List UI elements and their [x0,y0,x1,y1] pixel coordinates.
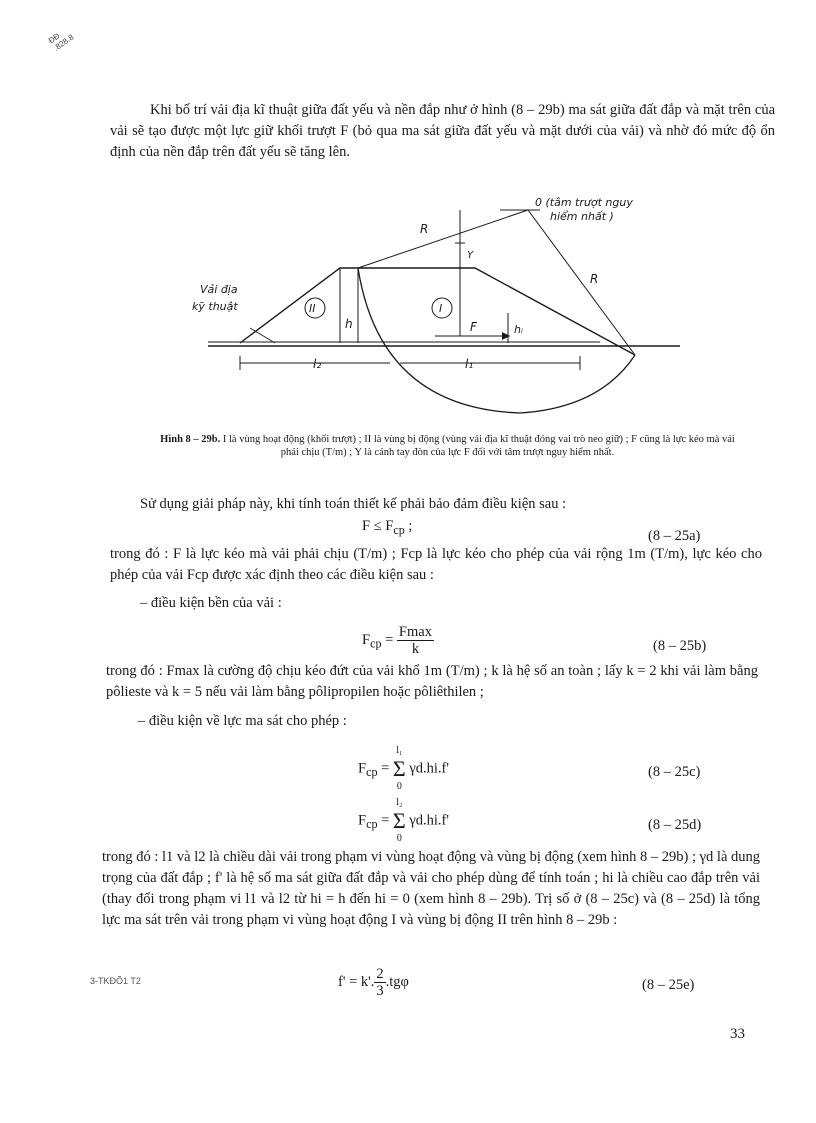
equation-25d: $F_{cp}$ = l₂ Σ 0 γd.hi.f' [358,797,449,844]
label-f: F [470,320,477,334]
label-fabric-1: Vải địa [200,283,238,296]
paragraph-definitions-3: trong đó : l1 và l2 là chiều dài vải trong phạm vi vùng hoạt động và vùng bị động (xem hình 8 – 29b) ; γd là dung trọng của đất đắp ; f' là hệ số ma sát giữa đất đắp và vải cho phép dùng để tính toán ; hi là chiều cao đắp trên vải (thay đổi trong phạm vi l1 và l2 từ hi = h đến hi = 0 (xem hình 8 – 29b). Trị số ở (8 – 25c) và (8 – 25d) là tổng lực ma sát trên vải trong phạm vi vùng hoạt động I và vùng bị động II trên hình 8 – 29b : [102,849,761,928]
equation-25c: $F_{cp}$ = l₁ Σ 0 γd.hi.f' [358,745,449,792]
equation-25e-number: (8 – 25e) [642,977,695,993]
footer-code: 3-TKĐÕ1 T2 [90,976,141,986]
equation-25c-number: (8 – 25c) [648,764,701,780]
paragraph-definitions-1: trong đó : F là lực kéo mà vải phải chịu (T/m) ; Fcp là lực kéo cho phép của vải rộng 1m (T/m), lực kéo cho phép của vải Fcp được xác định theo các điều kiện sau : [110,546,762,583]
label-hi: hᵢ [514,323,523,336]
paragraph-definitions-2: trong đó : Fmax là cường độ chịu kéo đứt của vải khổ 1m (T/m) ; k là hệ số an toàn ; lấy k = 2 khi vải làm bằng pôlieste và k = 5 nếu vải làm bằng pôlipropilen hoặc pôliêthilen ; [106,663,758,700]
label-fabric-2: kỹ thuật [192,300,238,313]
corner-stamp: ĐĐ .828.8 [46,31,76,53]
figure-8-29b [180,188,700,418]
label-o: 0 (tâm trượt nguy [535,196,633,209]
equation-25e: f' = k'. $\frac{2}{3}$ .tgφ [338,966,409,999]
intro-paragraph: Khi bố trí vải địa kĩ thuật giữa đất yếu và nền đắp như ở hình (8 – 29b) ma sát giữa đất đắp và mặt trên của vải sẽ tạo được một lực giữ khối trượt F (bỏ qua ma sát giữa đất yếu và mặt dưới của vải) và nhờ đó mức độ ổn định của nền đắp trên đất yếu sẽ tăng lên. [110,102,775,160]
use-condition-line: Sử dụng giải pháp này, khi tính toán thiết kế phải bảo đảm điều kiện sau : [140,496,567,512]
figure-caption: Hình 8 – 29b. I là vùng hoạt động (khối trượt) ; II là vùng bị động (vùng vải địa kĩ thuật đóng vai trò neo giữ) ; F cũng là lực kéo mà vải phải chịu (T/m) ; Y là cánh tay đòn của lực F đối với tâm trượt nguy hiểm nhất. [160,434,735,458]
condition-strength: – điều kiện bền của vải : [140,595,282,611]
page-number: 33 [730,1026,745,1042]
condition-friction: – điều kiện về lực ma sát cho phép : [138,713,347,729]
label-zone-i: I [439,302,443,315]
label-l2: l₂ [313,357,322,371]
label-h: h [345,317,353,331]
label-l1: l₁ [465,357,474,371]
equation-25b-number: (8 – 25b) [653,638,707,654]
label-y: Y [467,250,474,261]
label-zone-ii: II [309,302,316,315]
equation-25b: $F_{cp}$ = $\frac{Fmax}{k}$ [362,624,432,657]
equation-25a: $F \le F_{cp}$ ; [362,518,413,537]
slip-circle [358,268,635,413]
equation-25d-number: (8 – 25d) [648,817,702,833]
label-o-2: hiểm nhất ) [550,210,614,223]
equation-25a-number: (8 – 25a) [648,528,701,544]
label-r-left: R [420,222,429,236]
label-r-right: R [590,272,599,286]
